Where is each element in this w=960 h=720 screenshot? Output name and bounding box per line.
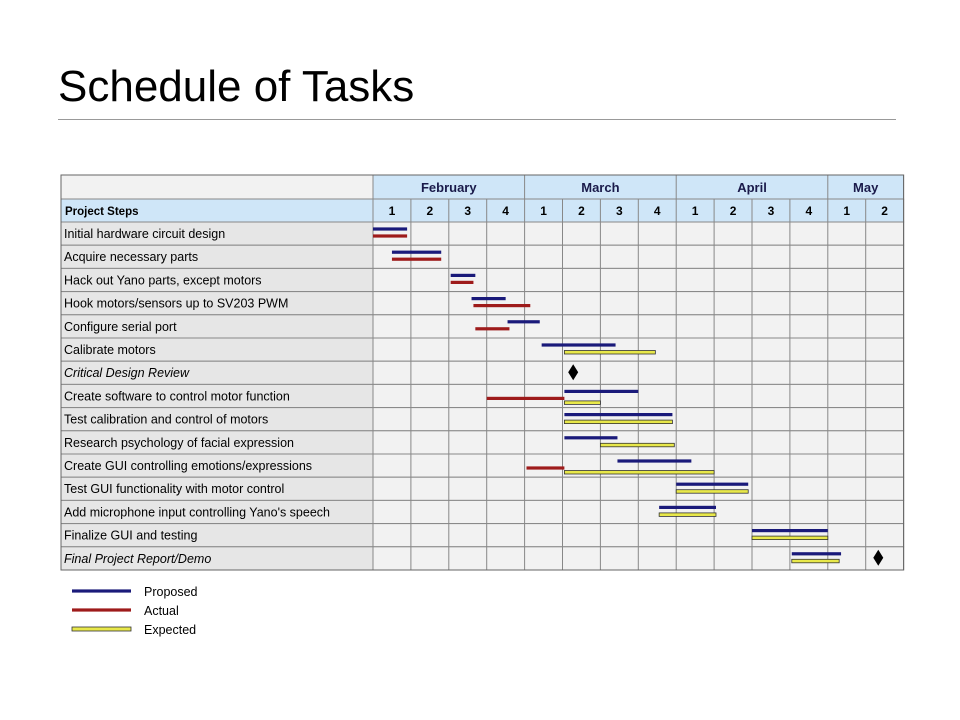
week-label: 3 [767, 204, 775, 218]
legend-expected-swatch [72, 627, 131, 631]
proposed-bar [508, 320, 540, 323]
proposed-bar [564, 436, 617, 439]
month-label: April [737, 180, 767, 195]
actual-bar [373, 234, 407, 237]
task-name: Hook motors/sensors up to SV203 PWM [64, 296, 289, 311]
task-name: Test GUI functionality with motor control [64, 482, 285, 497]
actual-bar [473, 304, 530, 307]
proposed-bar [676, 483, 748, 486]
proposed-bar [564, 413, 672, 416]
expected-bar [752, 536, 828, 540]
task-name: Add microphone input controlling Yano's speech [64, 505, 330, 520]
task-name: Calibrate motors [64, 343, 156, 357]
week-label: 4 [502, 204, 509, 218]
proposed-bar [542, 343, 616, 346]
task-name: Finalize GUI and testing [64, 528, 198, 543]
expected-bar [564, 471, 714, 475]
legend-proposed-label: Proposed [144, 585, 198, 599]
week-label: 2 [729, 204, 737, 218]
proposed-bar [392, 251, 441, 254]
actual-bar [487, 397, 565, 400]
week-label: 3 [616, 204, 623, 218]
month-label: February [420, 180, 477, 195]
week-label: 1 [843, 204, 851, 218]
expected-bar [659, 513, 716, 517]
proposed-bar [752, 529, 828, 532]
week-label: 4 [653, 204, 661, 218]
week-label: 2 [578, 204, 585, 218]
task-name: Research psychology of facial expression [64, 435, 294, 450]
task-name: Acquire necessary parts [64, 250, 199, 265]
task-name: Hack out Yano parts, except motors [64, 273, 262, 288]
expected-bar [564, 401, 600, 405]
legend-actual-label: Actual [144, 604, 179, 618]
week-label: 2 [426, 204, 434, 218]
page-title: Schedule of Tasks [58, 62, 415, 111]
week-header-band [61, 199, 904, 222]
proposed-bar [564, 390, 638, 393]
week-label: 4 [805, 204, 813, 218]
header-corner-cell [61, 175, 373, 199]
week-label: 3 [464, 204, 472, 218]
week-label: 1 [388, 204, 396, 218]
actual-bar [451, 281, 474, 284]
expected-bar [676, 490, 748, 494]
week-label: 1 [540, 204, 547, 218]
week-label: 2 [881, 204, 888, 218]
task-name: Test calibration and control of motors [64, 412, 269, 427]
legend-actual-swatch [72, 608, 131, 611]
expected-bar [564, 420, 672, 424]
legend-expected-label: Expected [144, 623, 197, 637]
week-label: 1 [691, 204, 699, 218]
month-label: May [853, 180, 879, 195]
actual-bar [392, 258, 441, 261]
proposed-bar [373, 227, 407, 230]
task-name: Final Project Report/Demo [64, 551, 212, 566]
proposed-bar [659, 506, 716, 509]
task-name: Configure serial port [64, 319, 177, 334]
expected-bar [564, 351, 655, 355]
actual-bar [475, 327, 509, 330]
proposed-bar [472, 297, 506, 300]
expected-bar [792, 559, 839, 563]
proposed-bar [617, 459, 691, 462]
task-name: Critical Design Review [64, 366, 190, 381]
actual-bar [526, 466, 564, 469]
expected-bar [600, 443, 674, 447]
project-steps-header: Project Steps [65, 206, 139, 218]
task-name: Create software to control motor function [64, 389, 290, 404]
month-label: March [581, 180, 620, 195]
proposed-bar [451, 274, 476, 277]
legend-proposed-swatch [72, 589, 131, 592]
proposed-bar [792, 552, 841, 555]
task-name: Create GUI controlling emotions/expressions [64, 459, 313, 473]
task-name: Initial hardware circuit design [64, 227, 226, 241]
